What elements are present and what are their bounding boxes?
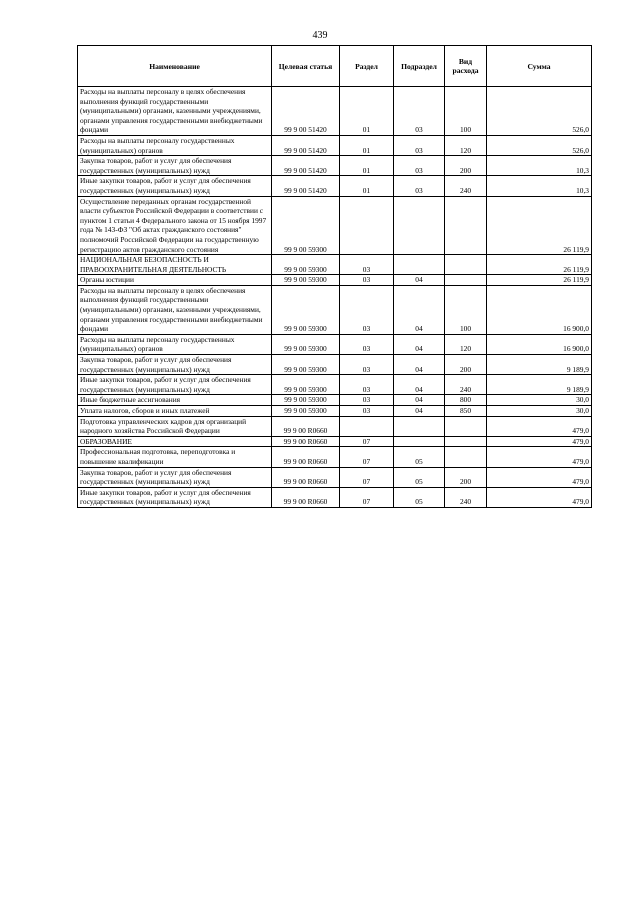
row-section: 03 <box>340 355 394 375</box>
row-code: 99 9 00 51420 <box>272 156 340 176</box>
row-code: 99 9 00 59300 <box>272 334 340 354</box>
row-subsection: 03 <box>394 135 445 155</box>
header-name: Наименование <box>78 46 272 87</box>
row-sum: 30,0 <box>487 395 592 406</box>
row-type: 120 <box>445 334 487 354</box>
row-code: 99 9 00 51420 <box>272 176 340 196</box>
header-subsection: Подраздел <box>394 46 445 87</box>
table-body <box>78 87 592 508</box>
row-type: 240 <box>445 375 487 395</box>
row-type: 240 <box>445 176 487 196</box>
row-subsection <box>394 196 445 255</box>
row-subsection <box>394 436 445 447</box>
row-sum: 479,0 <box>487 436 592 447</box>
row-section: 03 <box>340 285 394 334</box>
row-section: 07 <box>340 447 394 467</box>
row-code: 99 9 00 59300 <box>272 355 340 375</box>
row-sum: 10,3 <box>487 156 592 176</box>
row-type: 240 <box>445 487 487 507</box>
row-code: 99 9 00 R0660 <box>272 447 340 467</box>
table-row <box>78 436 592 447</box>
row-name: Закупка товаров, работ и услуг для обеспечения государственных (муниципальных) нужд <box>78 355 272 375</box>
row-type: 100 <box>445 87 487 136</box>
row-name: Осуществление переданных органам государственной власти субъектов Российской Федерации в соответствии с пунктом 1 статьи 4 Федерального закона от 15 ноября 1997 года № 143-ФЗ "Об актах гражданского состояния" полномочий Российской Федерации на государственную регистрацию актов гражданского состояния <box>78 196 272 255</box>
row-name: ОБРАЗОВАНИЕ <box>78 436 272 447</box>
row-sum: 16 900,0 <box>487 334 592 354</box>
table-row <box>78 406 592 417</box>
row-sum: 479,0 <box>487 416 592 436</box>
row-subsection: 03 <box>394 87 445 136</box>
table-row <box>78 255 592 275</box>
row-sum: 479,0 <box>487 447 592 467</box>
row-subsection: 04 <box>394 275 445 286</box>
row-code: 99 9 00 59300 <box>272 375 340 395</box>
row-section: 01 <box>340 87 394 136</box>
table-row <box>78 395 592 406</box>
table-row <box>78 285 592 334</box>
row-code: 99 9 00 51420 <box>272 87 340 136</box>
row-code: 99 9 00 R0660 <box>272 416 340 436</box>
row-name: Закупка товаров, работ и услуг для обеспечения государственных (муниципальных) нужд <box>78 467 272 487</box>
row-name: Иные бюджетные ассигнования <box>78 395 272 406</box>
row-sum: 10,3 <box>487 176 592 196</box>
row-subsection: 05 <box>394 487 445 507</box>
row-section <box>340 196 394 255</box>
row-sum: 26 119,9 <box>487 196 592 255</box>
row-subsection: 04 <box>394 355 445 375</box>
row-subsection <box>394 255 445 275</box>
row-name: Иные закупки товаров, работ и услуг для обеспечения государственных (муниципальных) нужд <box>78 375 272 395</box>
row-code: 99 9 00 59300 <box>272 196 340 255</box>
table-row <box>78 156 592 176</box>
row-name: Расходы на выплаты персоналу государственных (муниципальных) органов <box>78 334 272 354</box>
row-name: Иные закупки товаров, работ и услуг для обеспечения государственных (муниципальных) нужд <box>78 176 272 196</box>
row-subsection: 04 <box>394 285 445 334</box>
table-row <box>78 176 592 196</box>
row-section: 03 <box>340 375 394 395</box>
row-sum: 26 119,9 <box>487 255 592 275</box>
row-sum: 16 900,0 <box>487 285 592 334</box>
row-sum: 526,0 <box>487 135 592 155</box>
row-subsection: 04 <box>394 334 445 354</box>
row-subsection: 05 <box>394 447 445 467</box>
row-section: 07 <box>340 436 394 447</box>
row-code: 99 9 00 59300 <box>272 255 340 275</box>
row-subsection: 04 <box>394 375 445 395</box>
row-sum: 30,0 <box>487 406 592 417</box>
table-row <box>78 375 592 395</box>
row-type <box>445 447 487 467</box>
row-section: 01 <box>340 156 394 176</box>
table-row <box>78 355 592 375</box>
row-type <box>445 196 487 255</box>
header-section: Раздел <box>340 46 394 87</box>
row-type <box>445 255 487 275</box>
row-type: 200 <box>445 467 487 487</box>
table-row <box>78 275 592 286</box>
row-section: 03 <box>340 395 394 406</box>
table-header-row <box>78 46 592 87</box>
row-type <box>445 275 487 286</box>
row-section: 03 <box>340 275 394 286</box>
row-section: 03 <box>340 255 394 275</box>
row-section: 01 <box>340 135 394 155</box>
row-code: 99 9 00 59300 <box>272 395 340 406</box>
row-subsection: 04 <box>394 395 445 406</box>
row-code: 99 9 00 R0660 <box>272 436 340 447</box>
row-name: Органы юстиции <box>78 275 272 286</box>
row-code: 99 9 00 59300 <box>272 406 340 417</box>
row-name: Иные закупки товаров, работ и услуг для обеспечения государственных (муниципальных) нужд <box>78 487 272 507</box>
row-sum: 9 189,9 <box>487 375 592 395</box>
row-subsection: 04 <box>394 406 445 417</box>
row-sum: 479,0 <box>487 487 592 507</box>
row-type: 200 <box>445 156 487 176</box>
header-sum: Сумма <box>487 46 592 87</box>
row-type: 100 <box>445 285 487 334</box>
row-sum: 26 119,9 <box>487 275 592 286</box>
row-subsection: 03 <box>394 156 445 176</box>
row-type: 850 <box>445 406 487 417</box>
row-sum: 479,0 <box>487 467 592 487</box>
table-row <box>78 135 592 155</box>
row-type <box>445 436 487 447</box>
row-code: 99 9 00 59300 <box>272 275 340 286</box>
row-code: 99 9 00 51420 <box>272 135 340 155</box>
row-type: 800 <box>445 395 487 406</box>
row-name: Подготовка управленческих кадров для организаций народного хозяйства Российской Федерации <box>78 416 272 436</box>
row-section: 03 <box>340 334 394 354</box>
table-row <box>78 87 592 136</box>
table-row <box>78 447 592 467</box>
header-code: Целевая статья <box>272 46 340 87</box>
row-code: 99 9 00 R0660 <box>272 487 340 507</box>
table-row <box>78 196 592 255</box>
budget-table <box>77 45 592 508</box>
table-row <box>78 416 592 436</box>
row-subsection: 05 <box>394 467 445 487</box>
row-code: 99 9 00 R0660 <box>272 467 340 487</box>
page-number: 439 <box>312 30 328 41</box>
row-type: 200 <box>445 355 487 375</box>
row-name: Профессиональная подготовка, переподготовка и повышение квалификации <box>78 447 272 467</box>
table-row <box>78 487 592 507</box>
row-section: 03 <box>340 406 394 417</box>
row-name: Расходы на выплаты персоналу государственных (муниципальных) органов <box>78 135 272 155</box>
row-name: Закупка товаров, работ и услуг для обеспечения государственных (муниципальных) нужд <box>78 156 272 176</box>
row-section: 07 <box>340 467 394 487</box>
row-code: 99 9 00 59300 <box>272 285 340 334</box>
row-sum: 9 189,9 <box>487 355 592 375</box>
row-name: Расходы на выплаты персоналу в целях обеспечения выполнения функций государственными (муниципальными) органами, казенными учреждениями, органами управления государственными внебюджетными фондами <box>78 285 272 334</box>
row-subsection <box>394 416 445 436</box>
table-row <box>78 334 592 354</box>
row-name: Расходы на выплаты персоналу в целях обеспечения выполнения функций государственными (муниципальными) органами, казенными учреждениями, органами управления государственными внебюджетными фондами <box>78 87 272 136</box>
table-row <box>78 467 592 487</box>
row-type <box>445 416 487 436</box>
row-sum: 526,0 <box>487 87 592 136</box>
row-section: 01 <box>340 176 394 196</box>
row-type: 120 <box>445 135 487 155</box>
row-subsection: 03 <box>394 176 445 196</box>
row-name: НАЦИОНАЛЬНАЯ БЕЗОПАСНОСТЬ И ПРАВООХРАНИТЕЛЬНАЯ ДЕЯТЕЛЬНОСТЬ <box>78 255 272 275</box>
row-name: Уплата налогов, сборов и иных платежей <box>78 406 272 417</box>
row-section: 07 <box>340 487 394 507</box>
row-section <box>340 416 394 436</box>
header-type: Вид расхода <box>445 46 487 87</box>
